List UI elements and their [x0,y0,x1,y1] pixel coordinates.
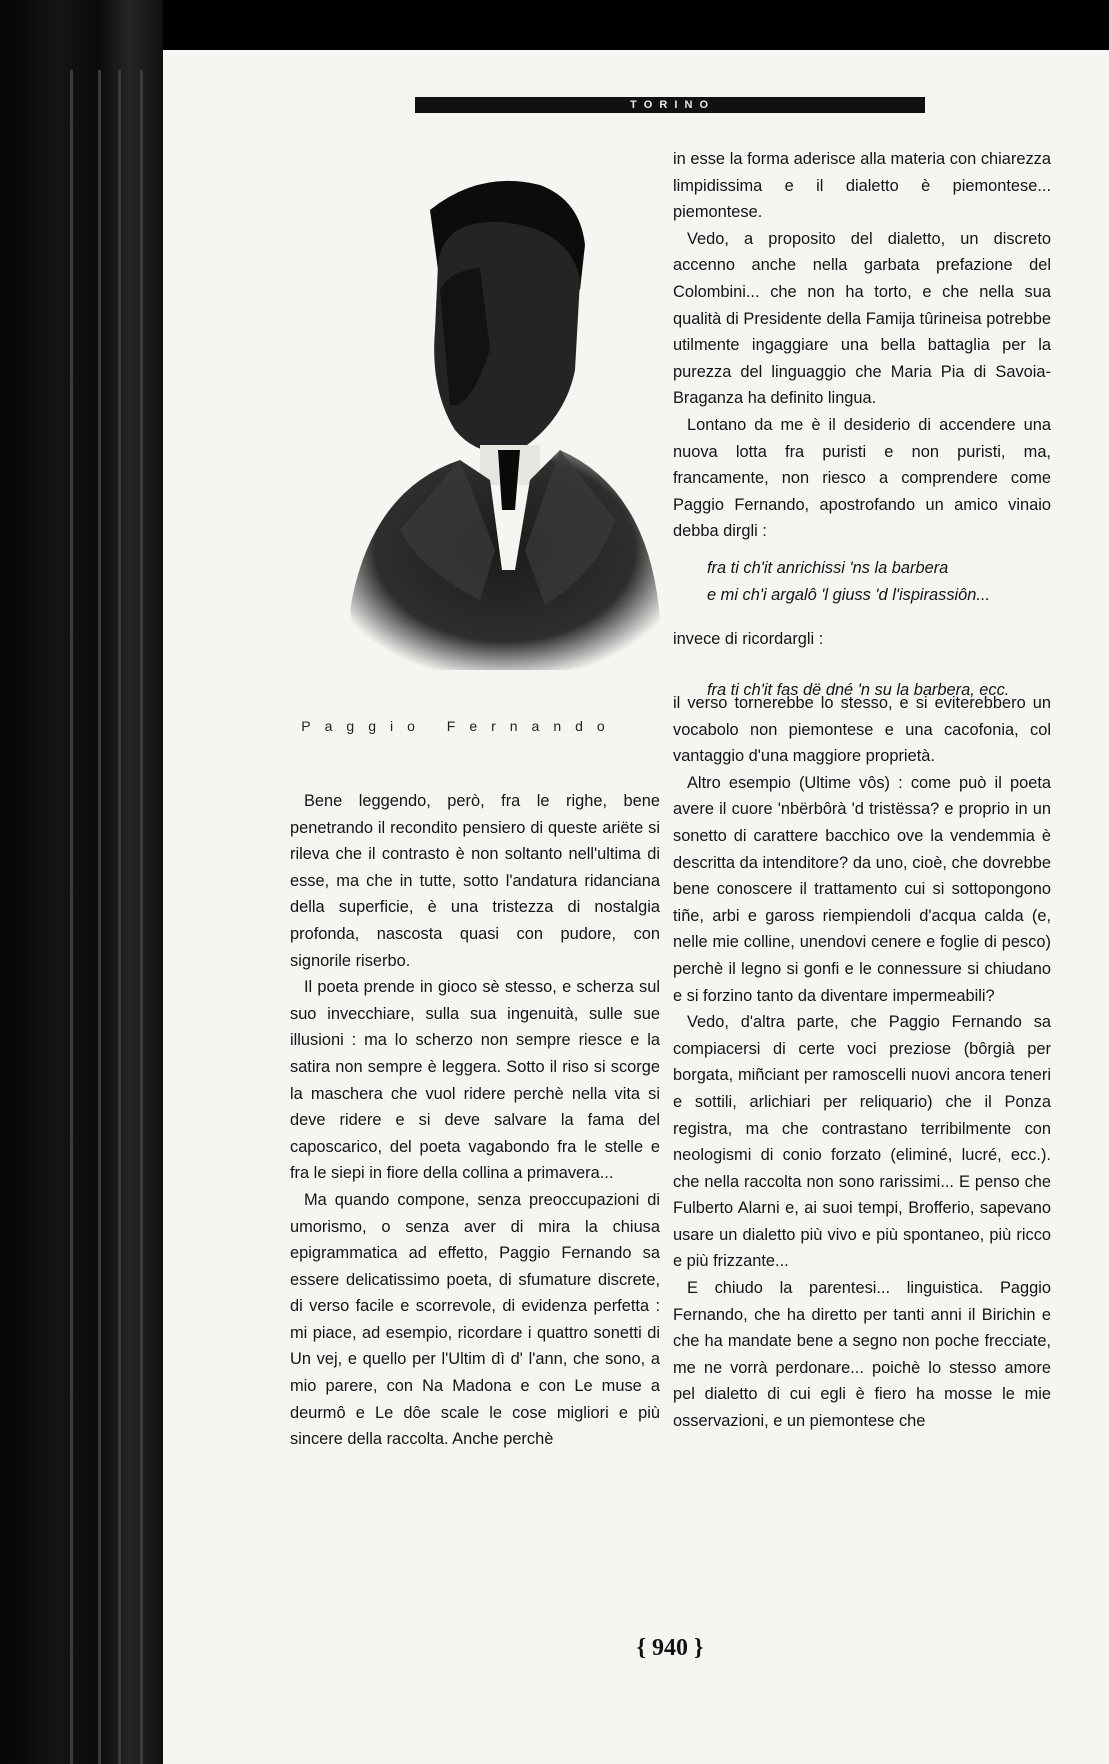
right-column-top [673,146,1051,707]
left-column [290,788,660,1453]
paragraph: Altro esempio (Ultime vôs) : come può il poeta avere il cuore 'nbërbôrà 'd tristëssa? e proprio in un sonetto di carattere bacchico ove la vendemmia è descritta da intenditore? da uno, cioè, che dovrebbe bene conoscere il trattamento cui si sottopongono tiñe, arbi e gaross riempiendoli d'acqua calda (e, nelle mie colline, unendovi cenere e foglie di pesco) perchè il legno si gonfi e le connessure si chiudano e si forzino tanto da diventare impermeabili? [673,773,1051,1005]
scan-dark-margin [0,0,163,1764]
verse-line: e mi ch'i argalô 'l giuss 'd l'ispirassiôn... [707,585,991,604]
paragraph: Vedo, d'altra parte, che Paggio Fernando sa compiacersi di certe voci preziose (bôrgià per borgata, miñciant per ramoscelli nuovi ancora teneri e sottili, arlichiari per reliquario) che il Ponza registra, ma che contrastano terribilmente con neologismi di conio forzato (eliminé, lucré, ecc.). che nella raccolta non sono rarissimi... E penso che Fulberto Alarni e, ai suoi tempi, Brofferio, sapevano usare un dialetto più vivo e più spontaneo, più ricco e più frizzante... [673,1013,1051,1271]
paragraph: Bene leggendo, però, fra le righe, bene penetrando il recondito pensiero di queste ariëte si rileva che il contrasto è non soltanto nell'ultima di esse, ma che in tutte, sotto l'andatura ridanciana della superficie, è una tristezza di nostalgia profonda, nascosta quasi con pudore, con signorile riserbo. [290,792,660,970]
portrait-illustration [330,150,670,670]
portrait-tie [498,450,520,510]
paragraph: E chiudo la parentesi... linguistica. Paggio Fernando, che ha diretto per tanti anni il Birichin e che ha mandate bene a segno non poche frecciate, me ne vorrà perdonare... poichè lo stesso amore pel dialetto di cui egli è fiero ha mosse le mie osservazioni, e un piemontese che [673,1279,1051,1431]
paragraph: Lontano da me è il desiderio di accendere una nuova lotta fra puristi e non puristi, ma, francamente, non riesco a comprendere come Paggio Fernando, apostrofando un amico vinaio debba dirgli : [673,415,1051,541]
paragraph: Ma quando compone, senza preoccupazioni di umorismo, o senza aver di mira la chiusa epigrammatica ad effetto, Paggio Fernando sa essere delicatissimo poeta, di sfumature discrete, di verso facile e scorrevole, di evidenza perfetta : mi piace, ad esempio, ricordare i quattro sonetti di Un vej, e quello per l'Ultim dì d' l'ann, che sono, a mio parere, con Na Madona e con Le muse a deurmô e Le dôe scale le cose migliori e più sincere della raccolta. Anche perchè [290,1190,660,1449]
connector-text: invece di ricordargli : [673,630,824,649]
running-title: T O R I N O [629,99,711,111]
page-number [625,1635,715,1662]
verse-quote-1 [707,555,1051,608]
folio-bracket-left: { [636,1635,652,1661]
folio-number: 940 [652,1635,688,1661]
paragraph: il verso tornerebbe lo stesso, e si eviterebbero un vocabolo non piemontese e una cacofonia, col vantaggio d'una maggiore proprietà. [673,694,1051,766]
paragraph: in esse la forma aderisce alla materia con chiarezza limpidissima e il dialetto è piemontese... piemontese. [673,150,1051,222]
paragraph: Il poeta prende in gioco sè stesso, e scherza sul suo invecchiare, sulla sua ingenuità, sulle sue illusioni : ma lo scherzo non sempre riesce e la satira non sempre è leggera. Sotto il riso si scorge la maschera che vuol ridere perchè nella vita si deve ridere e si deve salvare la fama del caposcarico, del poeta vagabondo fra le stelle e fra le siepi in fiore della collina a primavera... [290,978,660,1183]
paragraph: Vedo, a proposito del dialetto, un discreto accenno anche nella garbata prefazione del Colombini... che non ha torto, e che nella sua qualità di Presidente della Famija tûrineisa potrebbe utilmente ingaggiare una bella battaglia per la purezza del linguaggio che Maria Pia di Savoia-Braganza ha definito lingua. [673,229,1051,408]
folio-bracket-right: } [688,1635,704,1661]
right-column-bottom [673,690,1051,1435]
running-header [415,97,925,113]
verse-line: fra ti ch'it anrichissi 'ns la barbera [707,558,949,577]
verse-line: fra ti ch'it fas dë dné 'n su la barbera, ecc. [707,680,1010,699]
portrait-caption: Paggio Fernando [301,718,619,734]
